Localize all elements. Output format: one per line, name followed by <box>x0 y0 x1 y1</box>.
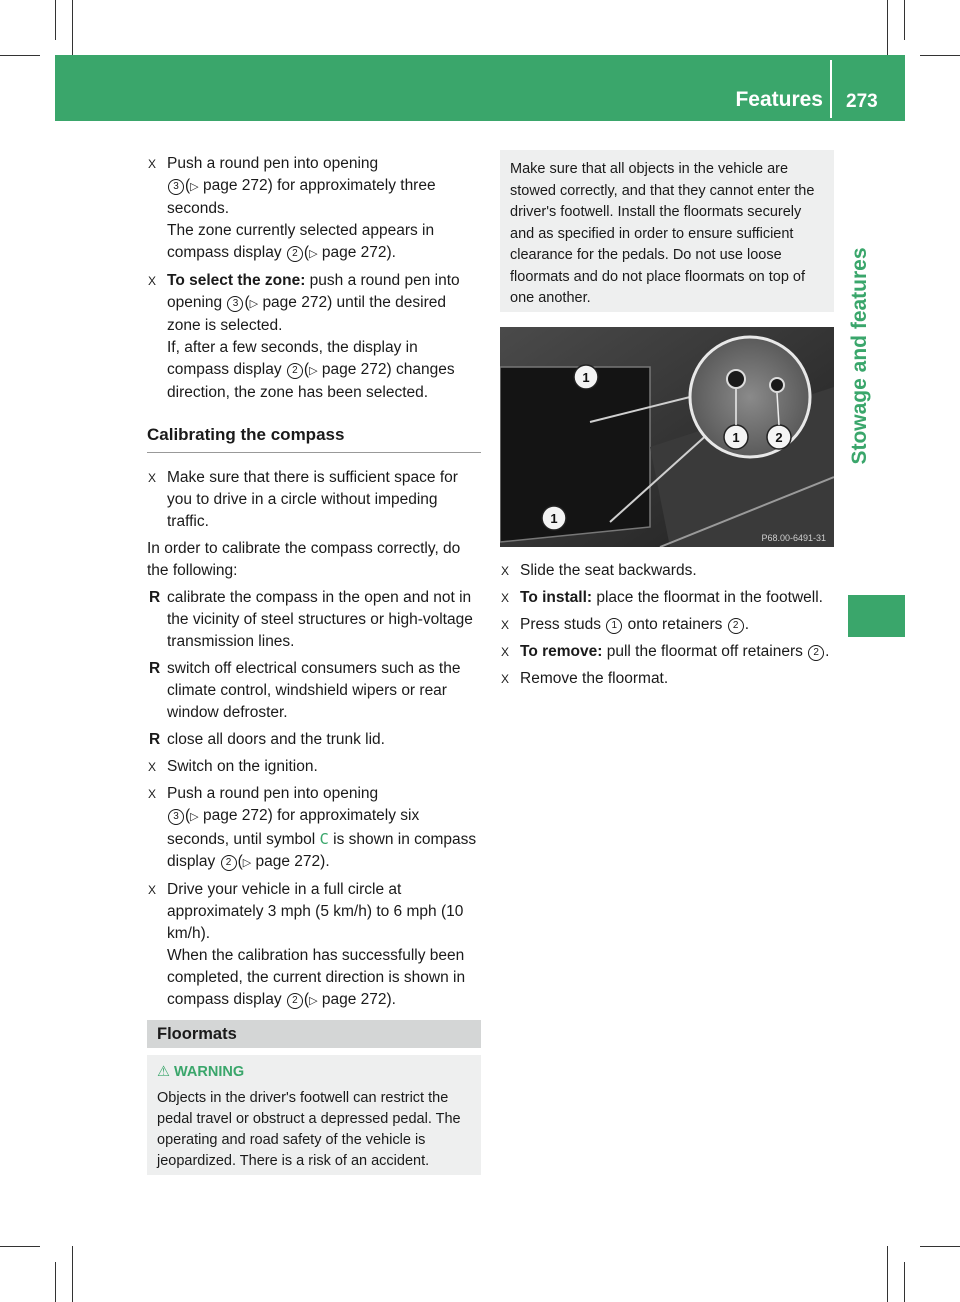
side-tab-marker <box>848 595 905 637</box>
page-reference[interactable]: page 272) for approximately six seconds, until symbol <box>167 807 420 848</box>
photo-callout-1: 1 <box>582 370 590 385</box>
ref-bracket: ( <box>185 807 191 824</box>
paragraph: In order to calibrate the compass correctly, do the following: <box>147 540 461 579</box>
step-marker-icon: X <box>148 157 157 171</box>
page-ref-arrow-icon: ▷ <box>190 181 199 193</box>
ref-bracket: ( <box>244 294 250 311</box>
step-text: . <box>825 643 830 660</box>
instruction-step <box>500 668 834 690</box>
step-text: . <box>744 616 749 633</box>
callout-number: 1 <box>606 618 622 634</box>
callout-number: 2 <box>287 246 303 262</box>
warning-box <box>147 1055 481 1175</box>
header-divider <box>830 60 832 118</box>
crop-mark <box>887 0 888 55</box>
compass-calibration-symbol: C <box>319 830 329 848</box>
bullet-marker-icon: R <box>149 589 161 606</box>
step-keyword: To remove: <box>520 643 603 660</box>
page-ref-arrow-icon: ▷ <box>309 365 318 377</box>
step-text: Remove the floormat. <box>520 670 669 687</box>
page-ref-arrow-icon: ▷ <box>190 811 199 823</box>
page-reference[interactable]: page 272) for approximately three seconds. <box>167 177 436 217</box>
instruction-step <box>500 614 834 636</box>
photo-callout-1: 1 <box>550 511 558 526</box>
instruction-step <box>147 153 481 265</box>
photo-code: P68.00-6491-31 <box>761 533 826 543</box>
photo-callout-2: 2 <box>775 430 783 445</box>
step-text: Push a round pen into opening <box>167 785 379 802</box>
crop-mark <box>55 0 56 40</box>
floormat-illustration <box>500 327 834 547</box>
step-keyword: To install: <box>520 589 593 606</box>
page-ref-arrow-icon: ▷ <box>242 857 252 869</box>
step-text: place the floormat in the footwell. <box>592 589 823 606</box>
step-marker-icon: X <box>501 672 510 686</box>
page-reference[interactable]: page 272). <box>321 991 396 1008</box>
page-ref-arrow-icon: ▷ <box>249 298 259 310</box>
step-text: Switch on the ignition. <box>167 758 318 775</box>
floormats-heading: Floormats <box>147 1020 481 1048</box>
step-marker-icon: X <box>501 645 510 659</box>
warning-icon: ⚠ <box>157 1064 170 1080</box>
crop-mark <box>920 1246 960 1247</box>
instruction-step <box>147 783 481 874</box>
page-ref-arrow-icon: ▷ <box>309 248 318 260</box>
page-reference[interactable]: page 272) until the desired zone is selected. <box>167 294 446 334</box>
callout-number: 3 <box>168 809 184 825</box>
step-keyword: To select the zone: <box>167 272 306 289</box>
bullet-marker-icon: R <box>149 660 161 677</box>
callout-number: 2 <box>808 645 824 661</box>
crop-mark <box>72 1246 73 1302</box>
callout-number: 2 <box>221 855 237 871</box>
instruction-step <box>500 641 834 663</box>
step-text: Make sure that there is sufficient space for you to drive in a circle without impeding traffic. <box>167 469 458 530</box>
ref-bracket: ( <box>303 991 310 1008</box>
ref-bracket: ( <box>303 361 310 378</box>
instruction-step <box>500 560 834 582</box>
right-steps <box>500 560 834 695</box>
instruction-step <box>147 756 481 778</box>
list-item-text: calibrate the compass in the open and not in the vicinity of steel structures or high-voltage transmission lines. <box>167 589 473 650</box>
crop-mark <box>887 1246 888 1302</box>
warning-title <box>157 1062 473 1083</box>
crop-mark <box>920 55 960 56</box>
step-marker-icon: X <box>148 274 157 288</box>
callout-number: 2 <box>287 363 303 379</box>
step-text: Drive your vehicle in a full circle at approximately 3 mph (5 km/h) to 6 mph (10 km/h). <box>167 881 464 942</box>
bullet-marker-icon: R <box>149 731 161 748</box>
note-box: Make sure that all objects in the vehicle are stowed correctly, and that they cannot enter the driver's footwell. Install the floormats securely and as specified in order to ensure sufficient clearance for the pedals. Do not use loose floormats and do not place floormats on top of one another. <box>500 150 834 312</box>
step-marker-icon: X <box>501 591 510 605</box>
crop-mark <box>55 1262 56 1302</box>
crop-mark <box>904 1262 905 1302</box>
side-tab-label: Stowage and features <box>848 247 871 465</box>
photo-callout-1: 1 <box>732 430 740 445</box>
list-item-text: switch off electrical consumers such as the climate control, windshield wipers or rear window defroster. <box>167 660 461 721</box>
instruction-step <box>147 879 481 1012</box>
ref-bracket: ( <box>303 244 310 261</box>
callout-number: 3 <box>227 296 243 312</box>
ref-bracket: ( <box>185 177 191 194</box>
step-text: pull the floormat off retainers <box>602 643 808 660</box>
left-column <box>147 153 481 1017</box>
ref-bracket: ( <box>237 853 243 870</box>
step-text: Push a round pen into opening <box>167 155 379 172</box>
list-item <box>147 729 481 751</box>
step-text: is shown in compass display <box>167 831 477 870</box>
step-marker-icon: X <box>501 618 510 632</box>
crop-mark <box>0 1246 40 1247</box>
step-text: The zone currently selected appears in compass display <box>167 222 435 261</box>
header-section-title: Features <box>735 88 823 111</box>
crop-mark <box>0 55 40 56</box>
step-marker-icon: X <box>148 471 157 485</box>
section-heading: Calibrating the compass <box>147 424 481 453</box>
page-reference[interactable]: page 272). <box>255 853 330 870</box>
floormat-photo <box>500 327 834 547</box>
crop-mark <box>72 0 73 55</box>
page-reference[interactable]: page 272) changes direction, the zone has been selected. <box>167 361 455 401</box>
step-marker-icon: X <box>148 787 157 801</box>
step-text: Press studs <box>520 616 606 633</box>
list-item-text: close all doors and the trunk lid. <box>167 731 385 748</box>
instruction-step <box>500 587 834 609</box>
list-item <box>147 658 481 724</box>
callout-number: 2 <box>287 993 303 1009</box>
warning-label: WARNING <box>174 1064 245 1080</box>
step-text: onto retainers <box>623 616 727 633</box>
instruction-step <box>147 467 481 533</box>
step-text: When the calibration has successfully been completed, the current direction is shown in compass display <box>167 947 466 1008</box>
step-text: push a round pen into opening <box>167 272 460 311</box>
crop-mark <box>904 0 905 40</box>
page-ref-arrow-icon: ▷ <box>309 995 318 1007</box>
step-text: Slide the seat backwards. <box>520 562 697 579</box>
callout-number: 3 <box>168 179 184 195</box>
step-marker-icon: X <box>148 760 157 774</box>
page-number: 273 <box>846 91 878 112</box>
list-item <box>147 587 481 653</box>
step-text: If, after a few seconds, the display in compass display <box>167 339 418 378</box>
step-marker-icon: X <box>501 564 510 578</box>
warning-text: Objects in the driver's footwell can restrict the pedal travel or obstruct a depressed pedal. The operating and road safety of the vehicle is jeopardized. There is a risk of an accident. <box>157 1090 461 1169</box>
step-marker-icon: X <box>148 883 157 897</box>
callout-number: 2 <box>728 618 744 634</box>
instruction-step <box>147 270 481 404</box>
page-reference[interactable]: page 272). <box>321 244 396 261</box>
